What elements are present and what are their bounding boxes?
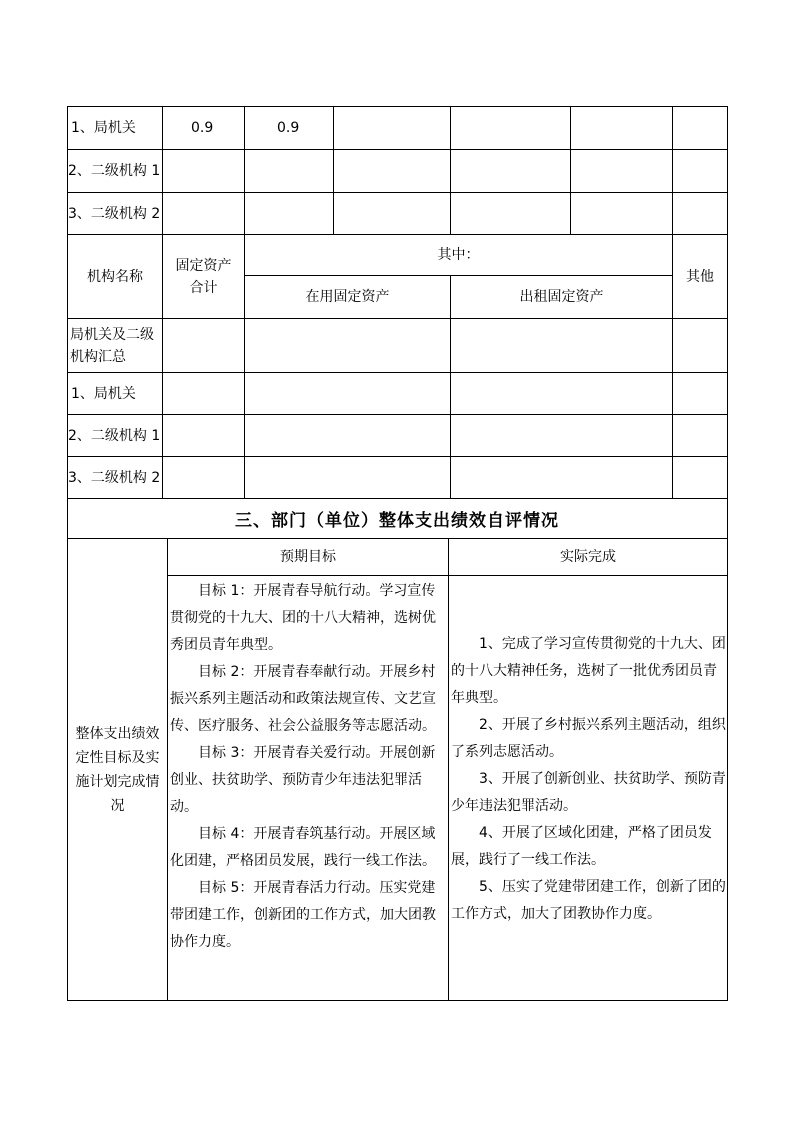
org-name-header: 机构名称 bbox=[87, 268, 143, 285]
performance-row-label: 整体支出绩效定性目标及实施计划完成情况 bbox=[75, 725, 160, 814]
expected-goals-header: 预期目标 bbox=[280, 549, 336, 565]
result-item: 2、开展了乡村振兴系列主题活动，组织了系列志愿活动。 bbox=[451, 717, 726, 760]
row-label-sub-org-1: 2、二级机构 1 bbox=[68, 427, 161, 444]
other-header: 其他 bbox=[686, 268, 714, 285]
expected-goals-text bbox=[170, 578, 447, 956]
result-item: 3、开展了创新创业、扶贫助学、预防青少年违法犯罪活动。 bbox=[451, 771, 726, 814]
row-label-sub-org-1: 2、二级机构 1 bbox=[68, 163, 161, 179]
result-item: 1、完成了学习宣传贯彻党的十九大、团的十八大精神任务，选树了一批优秀团员青年典型。 bbox=[451, 636, 726, 706]
of-which-header: 其中： bbox=[437, 247, 480, 263]
row-label-summary: 局机关及二级机构汇总 bbox=[70, 326, 154, 365]
leased-header: 出租固定资产 bbox=[519, 289, 604, 305]
section-title: 三、部门（单位）整体支出绩效自评情况 bbox=[235, 510, 559, 531]
row-label-sub-org-2: 3、二级机构 2 bbox=[68, 205, 161, 222]
cell-value: 0.9 bbox=[191, 120, 214, 136]
row-label-sub-org-2: 3、二级机构 2 bbox=[68, 469, 161, 486]
row-label-bureau: 1、局机关 bbox=[71, 385, 136, 402]
result-item: 4、开展了区域化团建，严格了团员发展，践行了一线工作法。 bbox=[451, 825, 712, 868]
result-item: 5、压实了党建带团建工作，创新了团的工作方式，加大了团教协作力度。 bbox=[451, 879, 726, 922]
actual-results-header: 实际完成 bbox=[560, 549, 616, 565]
cell-value: 0.9 bbox=[277, 120, 300, 136]
in-use-header: 在用固定资产 bbox=[305, 289, 390, 305]
row-label-bureau: 1、局机关 bbox=[71, 120, 136, 136]
goal-item: 目标 2：开展青春奉献行动。开展乡村振兴系列主题活动和政策法规宣传、文艺宣传、医疗服务、社会公益服务等志愿活动。 bbox=[170, 664, 436, 734]
fixed-asset-total-header: 固定资产合计 bbox=[175, 257, 232, 296]
goal-item: 目标 1：开展青春导航行动。学习宣传贯彻党的十九大、团的十八大精神，选树优秀团员青年典型。 bbox=[170, 583, 436, 653]
goal-item: 目标 5：开展青春活力行动。压实党建带团建工作，创新团的工作方式，加大团教协作力度。 bbox=[170, 880, 436, 950]
actual-results-text bbox=[451, 631, 726, 928]
goal-item: 目标 3：开展青春关爱行动。开展创新创业、扶贫助学、预防青少年违法犯罪活动。 bbox=[170, 745, 436, 815]
goal-item: 目标 4：开展青春筑基行动。开展区域化团建，严格团员发展，践行一线工作法。 bbox=[170, 826, 436, 869]
